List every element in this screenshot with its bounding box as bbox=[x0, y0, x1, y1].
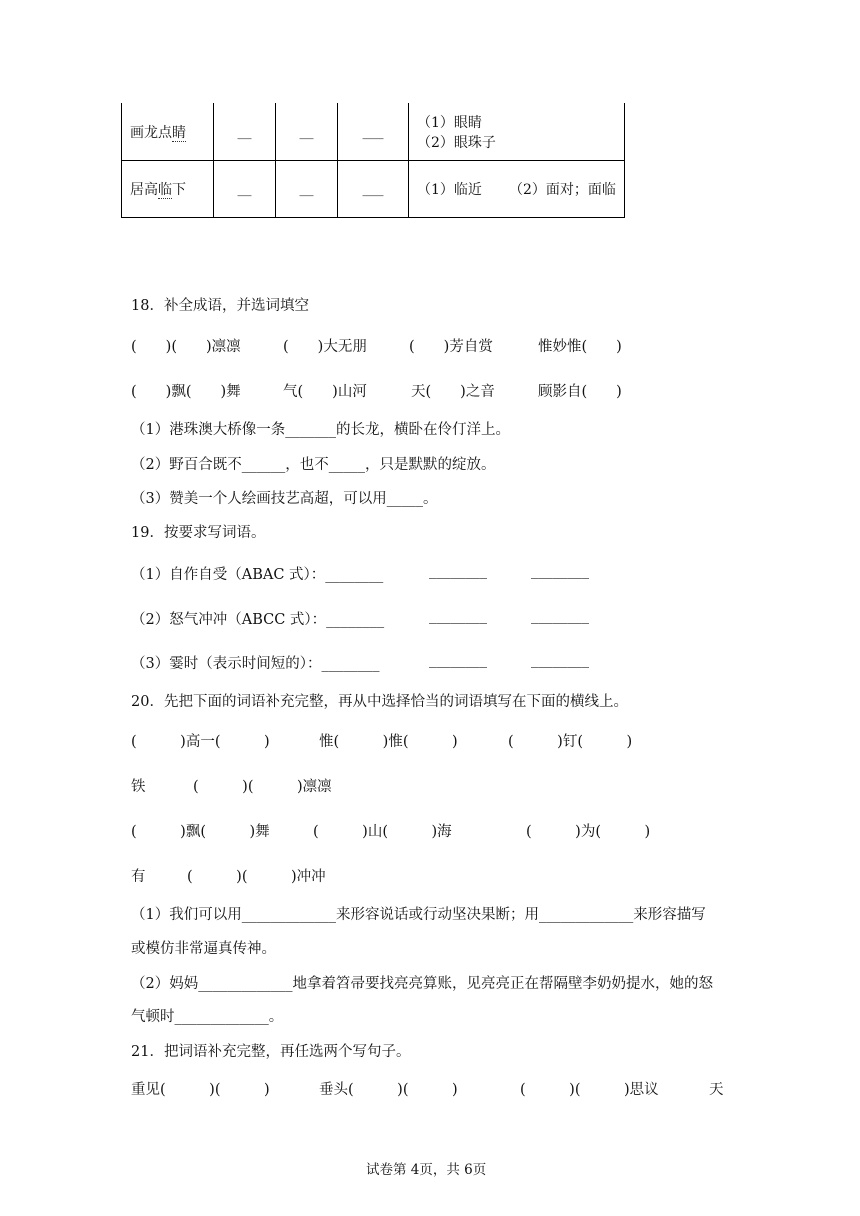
answer-blank[interactable]: ________ bbox=[429, 563, 487, 579]
answer-blank[interactable]: __ bbox=[276, 161, 338, 218]
idiom-item[interactable]: ( )( )思议 bbox=[520, 1082, 659, 1098]
table-row bbox=[122, 103, 625, 161]
page-footer: 试卷第 4页，共 6页 bbox=[366, 1162, 487, 1178]
idiom-item[interactable]: 惟( )惟( ) bbox=[319, 734, 458, 750]
idiom-item[interactable]: ( )高一( ) bbox=[131, 734, 270, 750]
idiom-item[interactable]: 惟妙惟( ) bbox=[538, 339, 622, 355]
fill-sentence-cont: 或模仿非常逼真传神。 bbox=[131, 941, 276, 957]
question-21-title: 21．把词语补充完整，再任选两个写句子。 bbox=[131, 1044, 411, 1060]
idiom-item[interactable]: ( )飘( )舞 bbox=[131, 824, 270, 840]
idiom-item[interactable]: 顾影自( ) bbox=[538, 384, 622, 400]
answer-blank[interactable]: ___ bbox=[338, 103, 409, 161]
idiom-cell: 画龙点睛 bbox=[122, 103, 214, 161]
table-row bbox=[122, 161, 625, 218]
idiom-item[interactable]: 天( )之音 bbox=[411, 384, 495, 400]
word-task[interactable]: （1）自作自受（ABAC 式）：________ bbox=[131, 567, 384, 583]
answer-blank[interactable]: ________ bbox=[429, 652, 487, 668]
idiom-item-prefix: 有 bbox=[131, 869, 146, 885]
idiom-cell: 居高临下 bbox=[122, 161, 214, 218]
meaning-options: （1）临近 （2）面对；面临 bbox=[409, 161, 625, 218]
idiom-item[interactable]: ( )飘( )舞 bbox=[131, 384, 241, 400]
question-20-title: 20．先把下面的词语补充完整，再从中选择恰当的词语填写在下面的横线上。 bbox=[131, 694, 628, 710]
idiom-meaning-table bbox=[121, 103, 625, 218]
idiom-item[interactable]: 重见( )( ) bbox=[131, 1082, 270, 1098]
fill-sentence-cont[interactable]: 气顿时_____________。 bbox=[131, 1009, 284, 1025]
meaning-options: （1）眼睛（2）眼珠子 bbox=[409, 103, 625, 161]
fill-sentence[interactable]: （3）赞美一个人绘画技艺高超，可以用_____。 bbox=[131, 491, 438, 507]
idiom-item[interactable]: ( )大无朋 bbox=[283, 339, 367, 355]
idiom-item[interactable]: ( )( )凛凛 bbox=[131, 339, 241, 355]
idiom-item[interactable]: 垂头( )( ) bbox=[319, 1082, 458, 1098]
answer-blank[interactable]: ________ bbox=[531, 608, 589, 624]
idiom-item[interactable]: ( )芳自赏 bbox=[409, 339, 493, 355]
answer-blank[interactable]: __ bbox=[276, 103, 338, 161]
idiom-item[interactable]: 天 bbox=[709, 1082, 724, 1098]
idiom-item[interactable]: ( )山( )海 bbox=[313, 824, 452, 840]
idiom-item[interactable]: 气( )山河 bbox=[283, 384, 367, 400]
fill-sentence[interactable]: （2）妈妈_____________地拿着笤帚要找亮亮算账，见亮亮正在帮隔壁李奶奶提水，她的怒 bbox=[131, 976, 713, 992]
answer-blank[interactable]: ________ bbox=[531, 563, 589, 579]
question-18-title: 18．补全成语，并选词填空 bbox=[131, 298, 309, 314]
answer-blank[interactable]: ________ bbox=[429, 608, 487, 624]
answer-blank[interactable]: ___ bbox=[338, 161, 409, 218]
idiom-item[interactable]: ( )( )冲冲 bbox=[187, 869, 326, 885]
answer-blank[interactable]: __ bbox=[214, 161, 276, 218]
idiom-item-prefix: 铁 bbox=[131, 779, 146, 795]
idiom-item[interactable]: ( )( )凛凛 bbox=[193, 779, 332, 795]
idiom-item[interactable]: ( )钉( ) bbox=[508, 734, 633, 750]
word-task[interactable]: （3）霎时（表示时间短的）：________ bbox=[131, 656, 380, 672]
fill-sentence[interactable]: （1）我们可以用_____________来形容说话或行动坚决果断；用_____________来形容描写 bbox=[131, 907, 706, 923]
answer-blank[interactable]: __ bbox=[214, 103, 276, 161]
fill-sentence[interactable]: （1）港珠澳大桥像一条_______的长龙，横卧在伶仃洋上。 bbox=[131, 422, 510, 438]
idiom-item[interactable]: ( )为( ) bbox=[526, 824, 651, 840]
question-19-title: 19．按要求写词语。 bbox=[131, 525, 266, 541]
word-task[interactable]: （2）怒气冲冲（ABCC 式）：________ bbox=[131, 612, 385, 628]
answer-blank[interactable]: ________ bbox=[531, 652, 589, 668]
fill-sentence[interactable]: （2）野百合既不______，也不_____，只是默默的绽放。 bbox=[131, 457, 496, 473]
